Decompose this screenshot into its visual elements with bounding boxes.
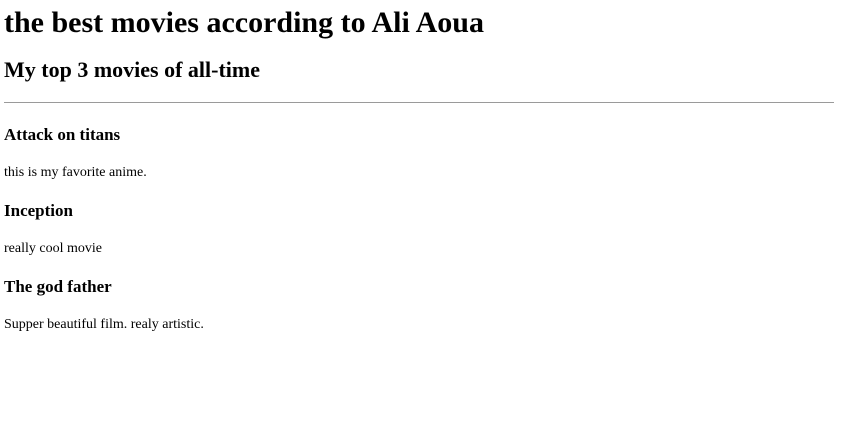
movie-item xyxy=(4,201,842,258)
movie-description: this is my favorite anime. xyxy=(4,165,147,180)
divider xyxy=(4,102,834,103)
movie-title: Inception xyxy=(4,201,73,220)
movie-description: Supper beautiful film. realy artistic. xyxy=(4,317,204,332)
movie-description: really cool movie xyxy=(4,241,102,256)
movie-list xyxy=(4,125,842,334)
movie-title: Attack on titans xyxy=(4,125,121,144)
page-subtitle: My top 3 movies of all-time xyxy=(4,57,260,82)
movie-item xyxy=(4,125,842,182)
movie-title: The god father xyxy=(4,277,112,296)
movie-item xyxy=(4,277,842,334)
page-title: the best movies according to Ali Aoua xyxy=(4,6,484,39)
